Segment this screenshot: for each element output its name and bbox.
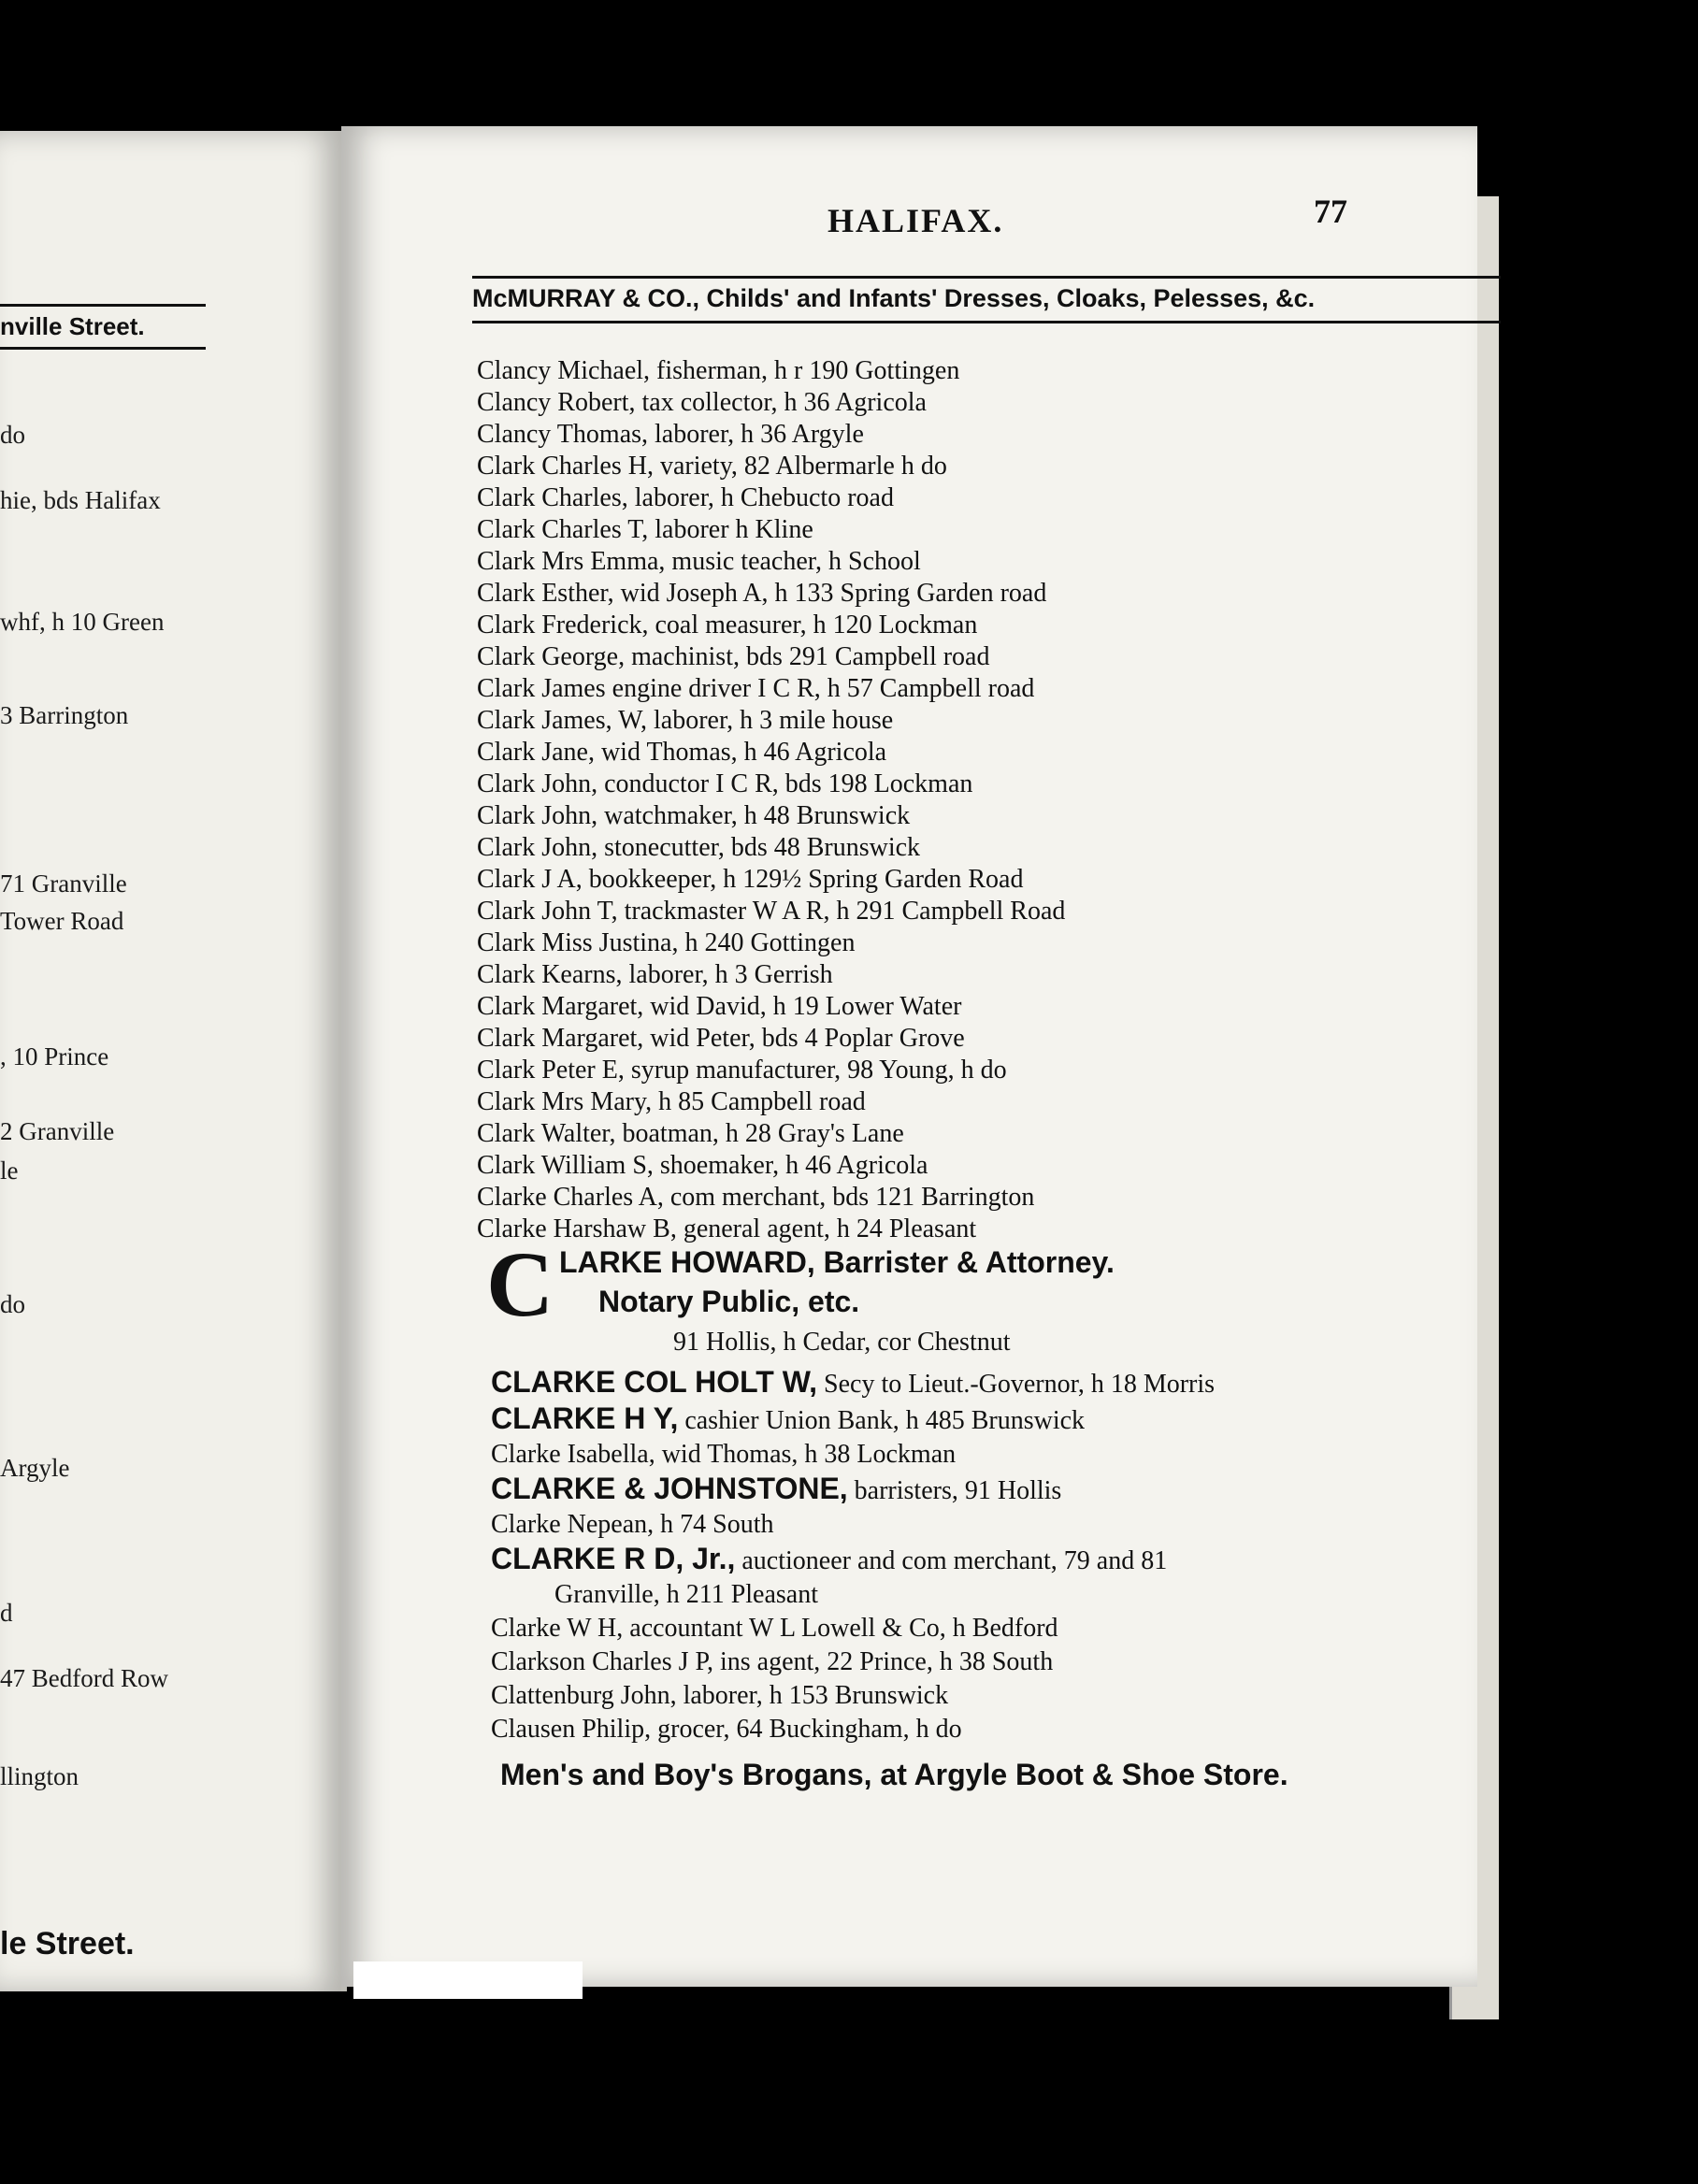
directory-entry: Clark Jane, wid Thomas, h 46 Agricola: [477, 738, 887, 767]
directory-entry: [491, 1365, 1519, 1401]
running-head: HALIFAX.: [827, 202, 1004, 239]
ad-drop-cap: C: [486, 1232, 554, 1336]
directory-entry: Clark George, machinist, bds 291 Campbell road: [477, 642, 990, 671]
directory-entry: Clark James engine driver I C R, h 57 Campbell road: [477, 674, 1035, 703]
left-page-line: 47 Bedford Row: [0, 1664, 168, 1692]
left-page-line: 71 Granville: [0, 869, 127, 898]
entry-text: Clarke W H, accountant W L Lowell & Co, h Bedford: [491, 1614, 1058, 1643]
entry-text: Clarke Nepean, h 74 South: [491, 1510, 774, 1539]
left-page-footer: le Street.: [0, 1926, 135, 1961]
advertising-banner: McMURRAY & CO., Childs' and Infants' Dresses, Cloaks, Pelesses, &c.: [472, 276, 1501, 323]
directory-entry: [491, 1645, 1519, 1679]
left-page-line: le: [0, 1157, 19, 1185]
ad-name: LARKE HOWARD, Barrister & Attorney.: [559, 1245, 1115, 1279]
directory-entry: Clark J A, bookkeeper, h 129½ Spring Garden Road: [477, 865, 1024, 894]
page-footer-advert: Men's and Boy's Brogans, at Argyle Boot & Shoe Store.: [500, 1758, 1288, 1791]
entry-text: Granville, h 211 Pleasant: [554, 1580, 819, 1609]
left-page-line: , 10 Prince: [0, 1042, 109, 1070]
directory-entry: [491, 1679, 1519, 1713]
left-page-line: whf, h 10 Green: [0, 608, 165, 636]
directory-entry: Clarke Harshaw B, general agent, h 24 Pleasant: [477, 1214, 977, 1243]
left-page-line: Argyle: [0, 1454, 70, 1482]
directory-entry: Clark William S, shoemaker, h 46 Agricola: [477, 1151, 928, 1180]
directory-entry: Clark John, watchmaker, h 48 Brunswick: [477, 801, 911, 830]
paper-tab: [353, 1961, 583, 1999]
directory-entry: Clark Charles, laborer, h Chebucto road: [477, 483, 894, 512]
directory-entries: [477, 355, 1505, 1245]
directory-entry: Clancy Michael, fisherman, h r 190 Gottingen: [477, 356, 960, 385]
directory-entry: Clancy Robert, tax collector, h 36 Agricola: [477, 388, 927, 417]
directory-entry: Clark Margaret, wid Peter, bds 4 Poplar Grove: [477, 1024, 965, 1053]
directory-entry: [491, 1508, 1519, 1542]
directory-entry: Clark Kearns, laborer, h 3 Gerrish: [477, 960, 833, 989]
directory-entry: [491, 1578, 1519, 1612]
entry-bold-name: CLARKE COL HOLT W,: [491, 1365, 818, 1399]
directory-entry: Clark John, conductor I C R, bds 198 Lockman: [477, 769, 973, 798]
directory-entry: Clark James, W, laborer, h 3 mile house: [477, 706, 894, 735]
left-page-line: hie, bds Halifax: [0, 486, 161, 514]
directory-entry: Clark Frederick, coal measurer, h 120 Lockman: [477, 611, 978, 639]
directory-entry: Clark Mrs Emma, music teacher, h School: [477, 547, 921, 576]
left-page-line: 2 Granville: [0, 1117, 115, 1145]
entry-text: Secy to Lieut.-Governor, h 18 Morris: [817, 1370, 1216, 1399]
directory-entry: [491, 1542, 1519, 1578]
left-page-line: d: [0, 1599, 13, 1627]
left-page: [0, 131, 347, 1991]
directory-entry: Clancy Thomas, laborer, h 36 Argyle: [477, 420, 864, 449]
directory-entry: [491, 1401, 1519, 1438]
directory-entry: Clark Walter, boatman, h 28 Gray's Lane: [477, 1119, 904, 1148]
directory-entry: [491, 1472, 1519, 1508]
entry-text: cashier Union Bank, h 485 Brunswick: [678, 1406, 1086, 1435]
directory-entry: Clark Miss Justina, h 240 Gottingen: [477, 928, 856, 957]
left-page-line: do: [0, 1290, 25, 1318]
entry-text: Clarke Isabella, wid Thomas, h 38 Lockman: [491, 1440, 957, 1469]
directory-entry: Clark Margaret, wid David, h 19 Lower Water: [477, 992, 962, 1021]
directory-entry: Clark Charles T, laborer h Kline: [477, 515, 813, 544]
entry-text: Clarkson Charles J P, ins agent, 22 Prince, h 38 South: [491, 1647, 1054, 1676]
page-number: 77: [1314, 193, 1347, 230]
directory-entry: [491, 1713, 1519, 1746]
ad-title: Notary Public, etc.: [598, 1285, 860, 1318]
right-page: [341, 126, 1477, 1987]
left-page-line: llington: [0, 1762, 79, 1790]
entry-bold-name: CLARKE R D, Jr.,: [491, 1542, 736, 1575]
left-page-header: nville Street.: [0, 304, 206, 350]
directory-entry: Clark Charles H, variety, 82 Albermarle h do: [477, 452, 947, 481]
directory-entry: Clark Esther, wid Joseph A, h 133 Spring Garden road: [477, 579, 1047, 608]
directory-entry: Clark Peter E, syrup manufacturer, 98 Young, h do: [477, 1056, 1007, 1085]
directory-entries-continued: [491, 1365, 1519, 1746]
left-page-line: 3 Barrington: [0, 701, 129, 729]
entry-text: Clausen Philip, grocer, 64 Buckingham, h do: [491, 1715, 962, 1744]
directory-entry: Clark Mrs Mary, h 85 Campbell road: [477, 1087, 866, 1116]
entry-text: auctioneer and com merchant, 79 and 81: [735, 1546, 1168, 1575]
entry-text: barristers, 91 Hollis: [847, 1476, 1062, 1505]
entry-bold-name: CLARKE H Y,: [491, 1401, 679, 1435]
directory-entry: [491, 1438, 1519, 1472]
directory-entry: Clark John T, trackmaster W A R, h 291 Campbell Road: [477, 897, 1066, 926]
directory-entry: Clark John, stonecutter, bds 48 Brunswick: [477, 833, 921, 862]
left-page-line: Tower Road: [0, 907, 124, 935]
directory-entry: Clarke Charles A, com merchant, bds 121 Barrington: [477, 1183, 1035, 1212]
ad-address: 91 Hollis, h Cedar, cor Chestnut: [673, 1328, 1011, 1357]
entry-bold-name: CLARKE & JOHNSTONE,: [491, 1472, 848, 1505]
directory-entry: [491, 1612, 1519, 1645]
entry-text: Clattenburg John, laborer, h 153 Brunswick: [491, 1681, 949, 1710]
left-page-line: do: [0, 421, 25, 449]
